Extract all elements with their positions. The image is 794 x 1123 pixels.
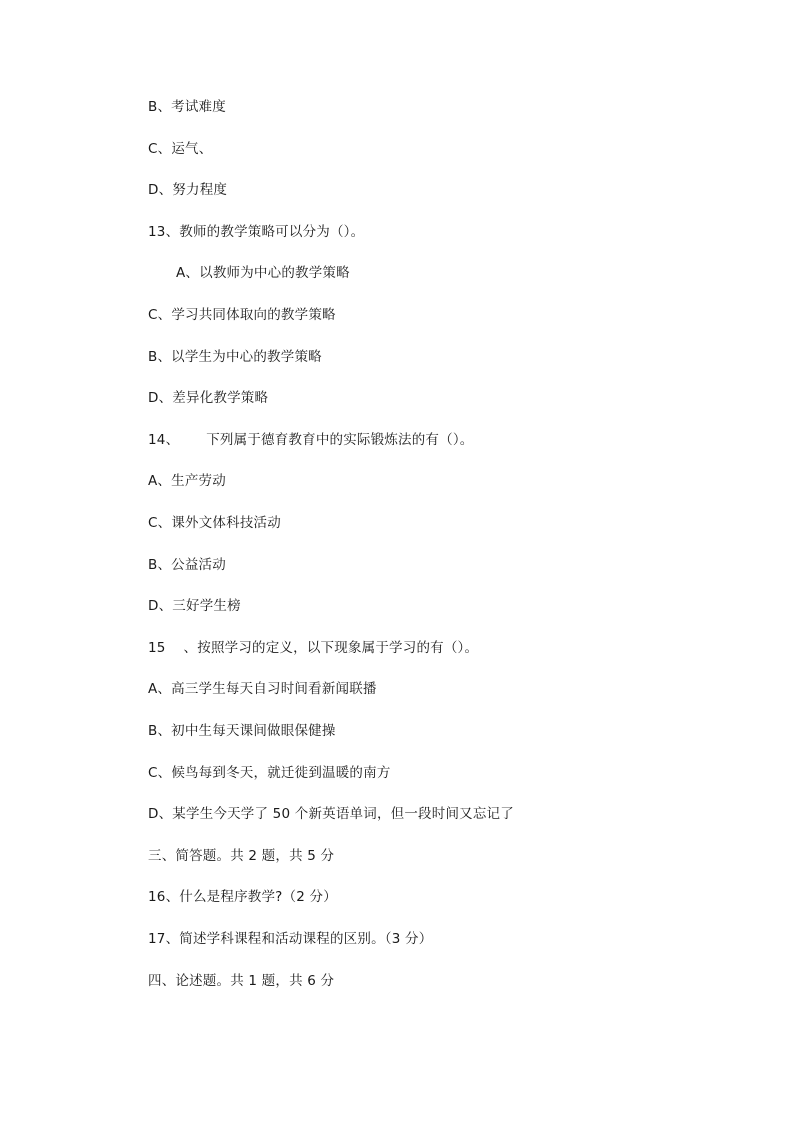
- question-15: 15 、按照学习的定义，以下现象属于学习的有（）。: [148, 640, 479, 656]
- q14-option-a: A、生产劳动: [148, 473, 226, 489]
- q13-option-c: C、学习共同体取向的教学策略: [148, 307, 336, 323]
- q15-option-b: B、初中生每天课间做眼保健操: [148, 723, 336, 739]
- q15-option-c: C、候鸟每到冬天，就迁徙到温暖的南方: [148, 765, 391, 781]
- q14-option-b: B、公益活动: [148, 557, 226, 573]
- question-17: 17、简述学科课程和活动课程的区别。（3 分）: [148, 931, 433, 947]
- question-13: 13、教师的教学策略可以分为（）。: [148, 224, 365, 240]
- q15-option-a: A、高三学生每天自习时间看新闻联播: [148, 681, 377, 697]
- q14-option-c: C、课外文体科技活动: [148, 515, 281, 531]
- q15-option-d: D、某学生今天学了 50 个新英语单词，但一段时间又忘记了: [148, 806, 514, 822]
- option-c-luck: C、运气、: [148, 141, 213, 157]
- option-b-exam-difficulty: B、考试难度: [148, 99, 226, 115]
- section-essay-heading: 四、论述题。共 1 题，共 6 分: [148, 973, 335, 989]
- section-short-answer-heading: 三、简答题。共 2 题，共 5 分: [148, 848, 335, 864]
- q13-option-d: D、差异化教学策略: [148, 390, 269, 406]
- q14-option-d: D、三好学生榜: [148, 598, 241, 614]
- question-14: 14、 下列属于德育教育中的实际锻炼法的有（）。: [148, 432, 474, 448]
- q13-option-b: B、以学生为中心的教学策略: [148, 349, 322, 365]
- q13-option-a: A、以教师为中心的教学策略: [176, 265, 350, 281]
- option-d-effort: D、努力程度: [148, 182, 228, 198]
- question-16: 16、什么是程序教学?（2 分）: [148, 889, 337, 905]
